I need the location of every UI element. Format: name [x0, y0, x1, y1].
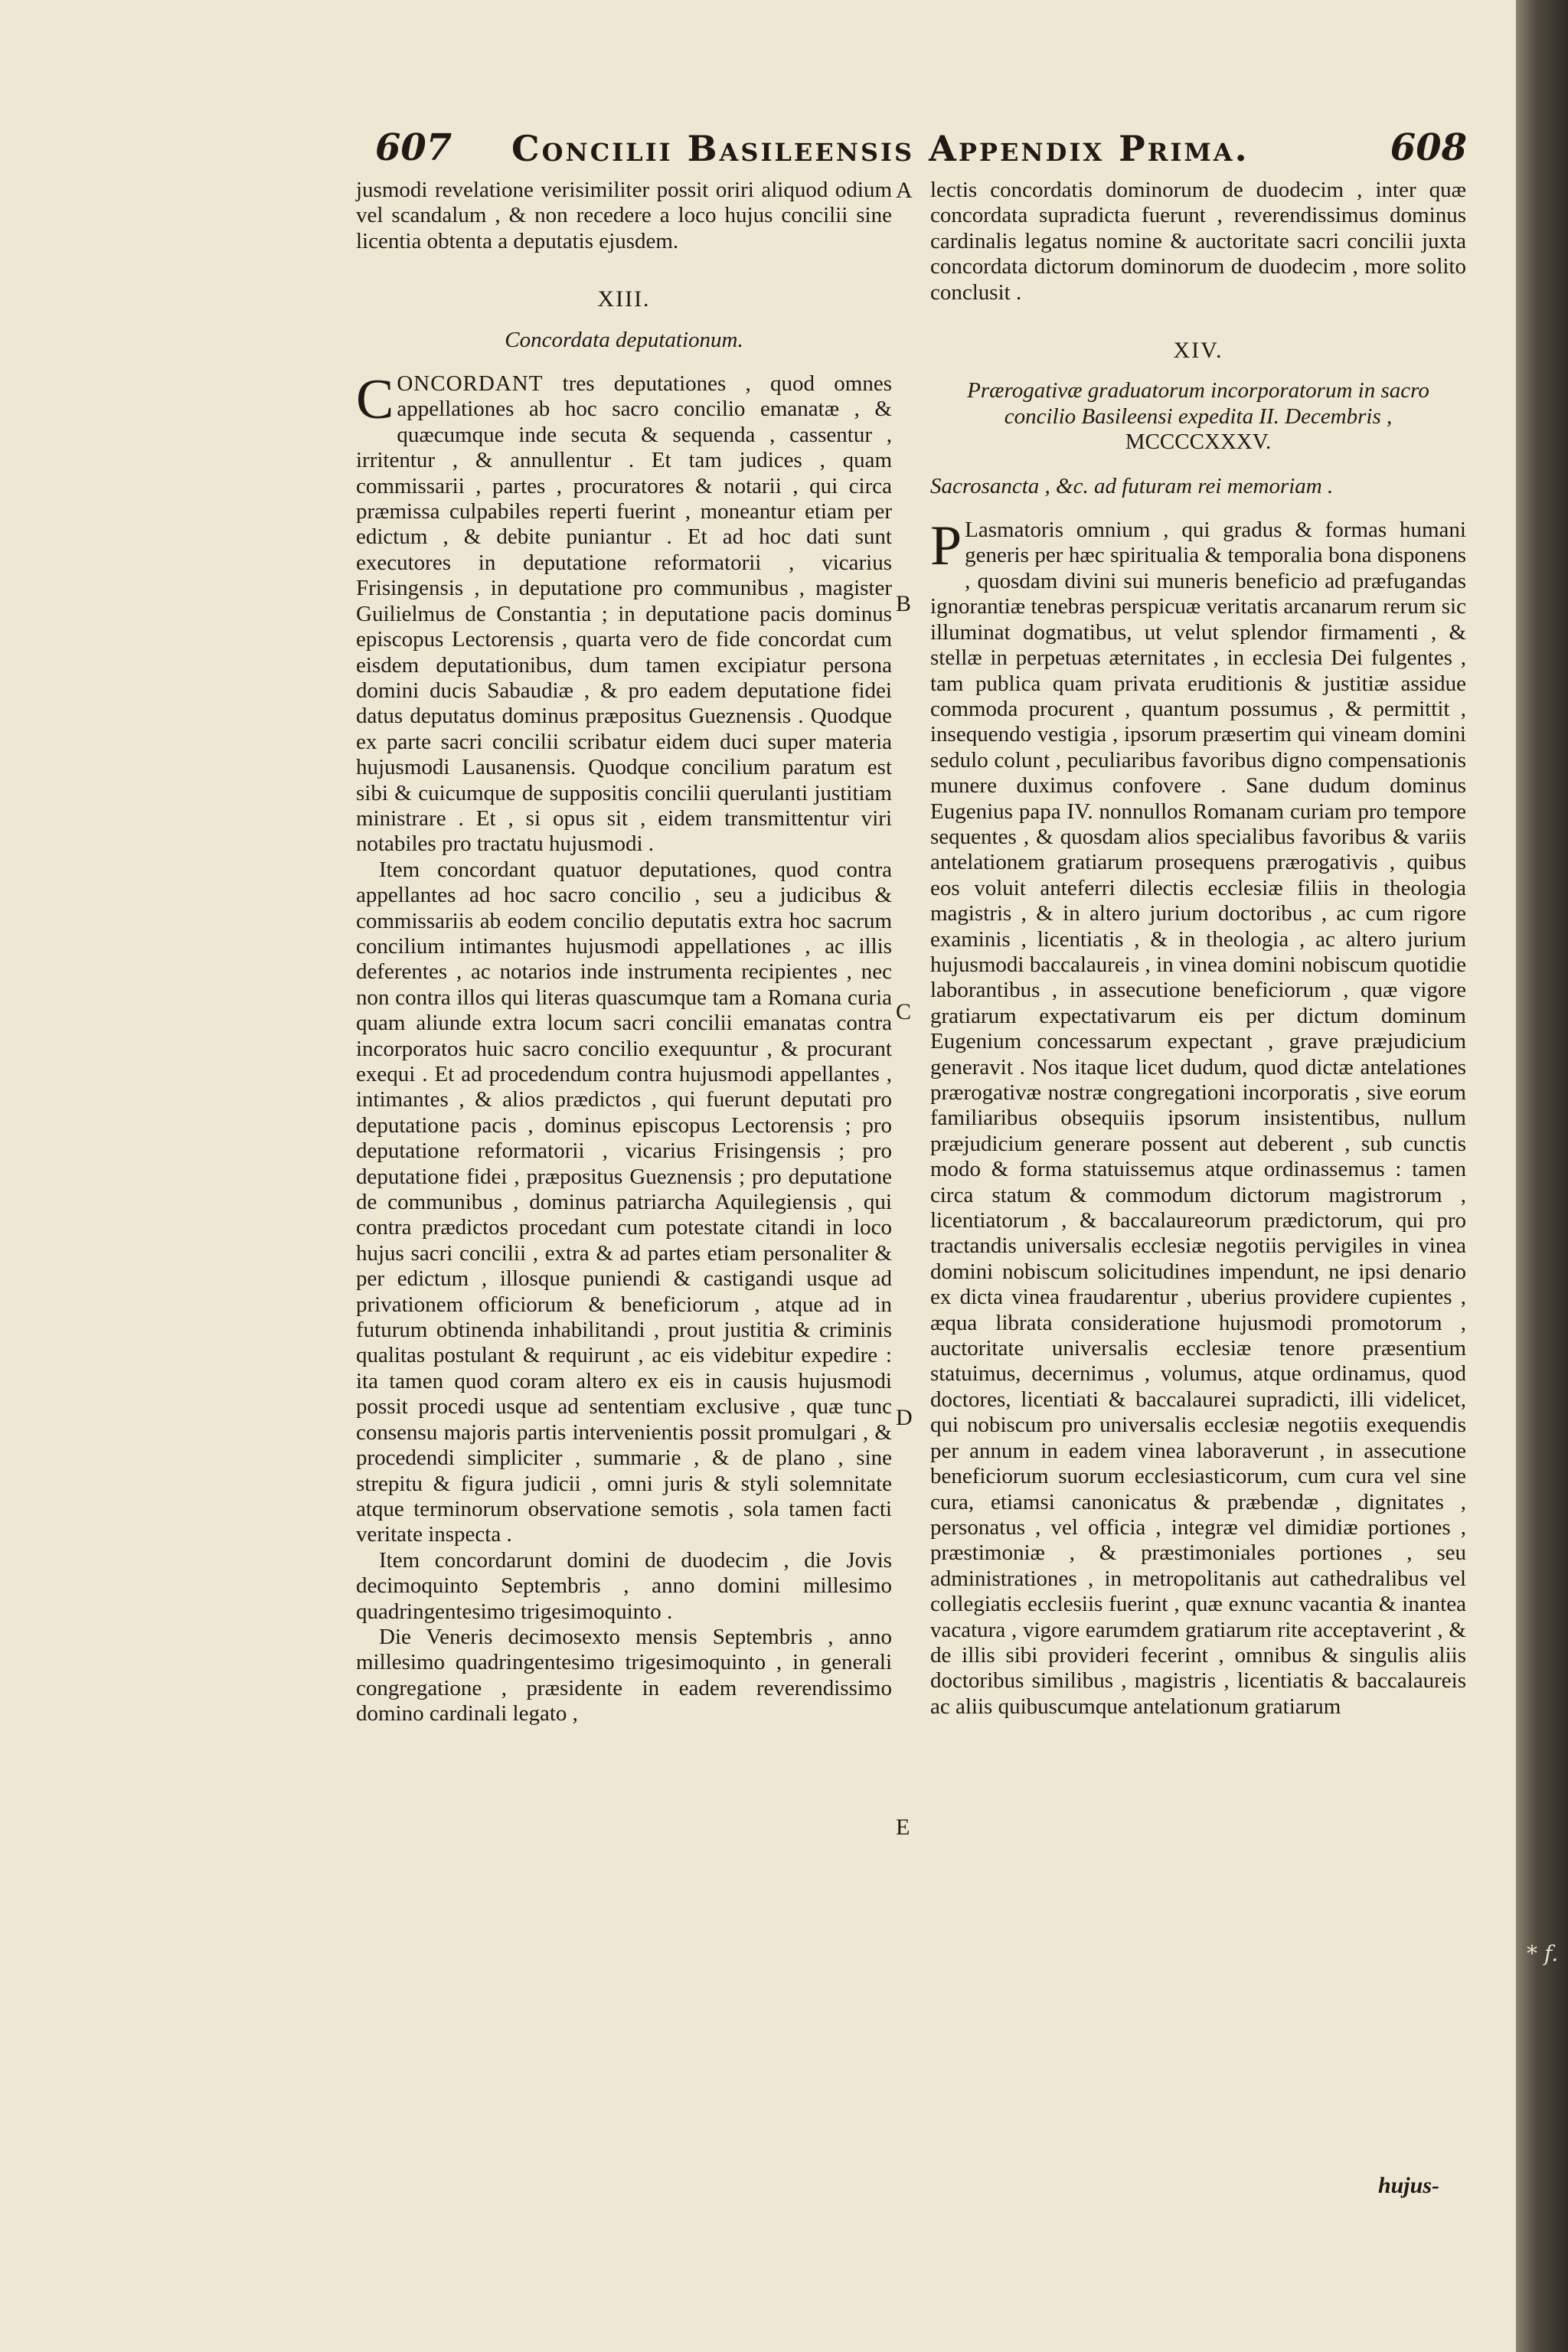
- left-paragraph-3: Item concordant quatuor deputationes, quod contra appellantes ad hoc sacro concilio , seu a judicibus & commissariis ab eodem concilio deputatis extra hoc sacrum concilium intimantes hujusmodi appellationes , ac illis deferentes , ac notarios inde instrumenta recipientes , nec non contra illos qui literas quascumque tam a Romana curia quam aliunde extra locum sacri concilii emanatas contra incorporatos huic sacro concilio exequuntur , & procurant exequi . Et ad procedendum contra hujusmodi appellantes , intimantes , & alios prædictos , qui fuerunt deputati pro deputatione pacis , dominus episcopus Lectorensis ; pro deputatione reformatorii , vicarius Frisingensis ; pro deputatione fidei , præpositus Gueznensis ; pro deputatione de communibus , dominus patriarcha Aquilegiensis , qui contra prædictos procedant cum potestate citandi in loco hujus sacri concilii , extra & ad partes etiam personaliter & per edictum , illosque puniendi & castigandi usque ad privationem officiorum & beneficiorum , atque ad in futurum obtinenda inhabilitandi , prout justitia & criminis qualitas postulant & requirunt , ac eis videbitur expedire : ita tamen quod coram altero ex eis in causis hujusmodi possit procedi usque ad sententiam exclusive , quæ tunc consensu majoris partis intervenientis possit promulgari , & procedendi simpliciter , summarie , & de plano , sine strepitu & figura judicii , omni juris & styli solemnitate atque terminorum observatione semotis , sola tamen facti veritate inspecta .: [356, 857, 892, 1547]
- left-paragraph-2-text: tres deputationes , quod omnes appellationes ab hoc sacro concilio emanatæ , & quæcumque inde secuta & sequenda , cassentur , irritentur , & annullentur . Et tam judices , quam commissarii , partes , procuratores & notarii , qui circa præmissa culpabiles reperti fuerint , moneantur etiam per edictum , & debite puniantur . Et ad hoc dati sunt executores in deputatione reformatorii , vicarius Frisingensis , in deputatione pro communibus , magister Guilielmus de Constantia ; in deputatione pacis dominus episcopus Lectorensis , quarta vero de fide concordat cum eisdem deputationibus, dum tamen excipiatur persona domini ducis Sabaudiæ , & pro eadem deputatione fidei datus deputatus dominus præpositus Gueznensis . Quodque ex parte sacri concilii scribatur eidem duci super materia hujusmodi Lausanensis. Quodque concilium paratum est sibi & cuicumque de suppositis concilii querulanti justitiam ministrare . Et , si opus sit , eidem transmittentur viri notabiles pro tractatu hujusmodi .: [356, 371, 892, 857]
- section-number-xiii: XIII.: [597, 286, 651, 312]
- left-paragraph-5: Die Veneris decimosexto mensis Septembris , anno millesimo quadringentesimo trigesimoquinto , in generali congregatione , præsidente in eadem reverendissimo domino cardinali legato ,: [356, 1624, 892, 1726]
- section-title-xiv-year: MCCCCXXXV.: [1125, 430, 1272, 455]
- catchword: hujus-: [1377, 2173, 1439, 2198]
- right-paragraph-2: [930, 514, 1466, 1720]
- margin-marker-c: C: [896, 999, 912, 1024]
- running-header: [366, 126, 1467, 180]
- drop-cap-c: C: [356, 368, 394, 432]
- adjacent-page-edge: [1516, 0, 1568, 2352]
- right-paragraph-1: lectis concordatis dominorum de duodecim , inter quæ concordata supradicta fuerunt , reverendissimus dominus cardinalis legatus nomine & auctoritate sacri concilii juxta concordata dictorum dominorum de duodecim , more solito conclusit .: [930, 178, 1466, 305]
- margin-marker-e: E: [896, 1815, 910, 1840]
- right-paragraph-2-text: Lasmatoris omnium , qui gradus & formas humani generis per hæc spiritualia & temporalia bona disponens , quosdam divini sui muneris beneficio ad præfugandas ignorantiæ tenebras perspicuæ veritatis arcanarum rerum sic illuminat dogmatibus, ut velut splendor firmamenti , & stellæ in perpetuas æternitates , in ecclesia Dei fulgentes , tam publica quam privata eruditionis & justitiæ assidue commoda procurent , quantum possumus , & permittit , insequendo vestigia , ipsorum præsertim qui vineam domini sedulo colunt , peculiaribus favoribus digno compensationis munere duximus confovere . Sane dudum dominus Eugenius papa IV. nonnullos Romanam curiam pro tempore sequentes , & quosdam alios specialibus favoribus & variis antelationem gratiarum prosequens prærogativis , quibus eos voluit anteferri dilectis ecclesiæ filiis in theologia magistris , & in altero jurium doctoribus , ac cum rigore examinis , licentiatis , & in theologia , ac altero jurium hujusmodi baccalaureis , in vinea domini nobiscum quotidie laborantibus , in assecutione beneficiorum , quæ vigore gratiarum expectativarum eis per dictum dominum Eugenium concessarum expectant , grave præjudicium generavit . Nos itaque licet dudum, quod dictæ antelationes prærogativæ nostræ congregationi incorporatis , sive eorum familiaribus obsequiis ipsorum insistentibus, nullum præjudicium generare possent aut deberent , sub cunctis modo & forma statuissemus atque ordinassemus : tamen circa statum & commodum dictorum magistrorum , licentiatorum , & baccalaureorum prædictorum, qui pro tractandis universalis ecclesiæ negotiis pervigiles in vinea domini nobiscum solicitudines impendunt, ne ipsi denario ex dicta vinea fraudarentur , uberius providere cupientes , æqua librata consideratione hujusmodi promotorum , auctoritate universalis ecclesiæ tenore præsentium statuimus, decernimus , volumus, atque ordinamus, quod doctores, licentiati & baccalaurei supradicti, illi videlicet, qui nobiscum pro universalis ecclesiæ negotiis exequendis per annum in eadem vinea laboraverunt , in assecutione beneficiorum suorum ecclesiasticorum, cum cura vel sine cura, etiamsi canonicatus & præbendæ , dignitates , personatus , vel officia , integræ vel dimidiæ portiones , præstimoniæ , & præstimoniales portiones , seu administrationes , in metropolitanis aut cathedralibus vel collegiatis ecclesiis fuerint , quæ exnunc vacantia & inantea vacatura , vigore earumdem gratiarum rite acceptaverint , & de illis sibi provideri fecerint , omnibus & singulis aliis doctoribus similibus , magistris , licentiatis & baccalaureis ac aliis quibuscumque antelationum gratiarum: [930, 518, 1466, 1719]
- right-column: [930, 178, 1466, 1720]
- opening-word: ONCORDANT: [397, 371, 544, 397]
- page-number-left: 607: [375, 126, 452, 169]
- running-title: Concilii Basileensis Appendix Prima.: [511, 128, 1250, 169]
- margin-marker-b: B: [896, 591, 912, 616]
- drop-cap-p: P: [930, 514, 962, 578]
- left-paragraph-2: [356, 368, 892, 858]
- left-column: [356, 178, 892, 1727]
- left-paragraph-1: jusmodi revelatione verisimiliter possit oriri aliquod odium vel scandalum , & non recedere a loco hujus concilii sine licentia obtenta a deputatis ejusdem.: [356, 178, 892, 253]
- margin-marker-a: A: [896, 178, 913, 203]
- page-number-right: 608: [1390, 126, 1467, 169]
- margin-marker-d: D: [896, 1405, 913, 1430]
- edge-note: * f.: [1527, 1941, 1559, 1966]
- section-number-xiv: XIV.: [1173, 338, 1223, 364]
- opening-formula: Sacrosancta , &c. ad futuram rei memoriam .: [930, 473, 1334, 498]
- section-title-xiv-text: Prærogativæ graduatorum incorporatorum in sacro concilio Basileensi expedita II. Decembris ,: [967, 378, 1429, 429]
- left-paragraph-4: Item concordarunt domini de duodecim , die Jovis decimoquinto Septembris , anno domini millesimo quadringentesimo trigesimoquinto .: [356, 1547, 892, 1624]
- section-title-xiii: Concordata deputationum.: [505, 327, 743, 352]
- section-title-xiv: [930, 378, 1466, 455]
